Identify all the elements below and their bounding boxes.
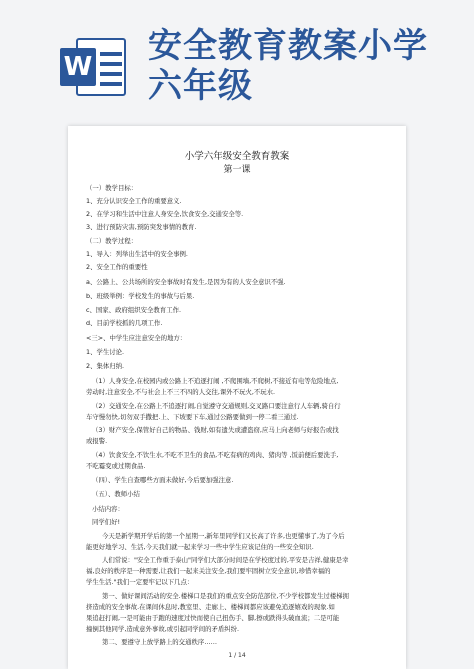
document-line: 小结内容： [92, 505, 124, 513]
document-line: （五）、教师小结 [92, 490, 140, 498]
document-line: 人们常说："安全工作重于泰山"同学们大部分时间是在学校度过的,平安是吉祥,健康是幸 [102, 556, 349, 564]
document-line: （四）、学生自查哪些方面未做好,今后要加强注意. [92, 476, 234, 484]
banner-title [148, 26, 428, 106]
document-line: 福,良好的秩序是一种需要,让我们一起来关注安全,我们要牢固树立安全意识,珍惜幸福的 [86, 567, 331, 575]
document-line: （二）教学过程： [86, 237, 138, 245]
banner-title-line-1: 安全教育教案小学 [148, 26, 428, 66]
document-line: 学生生活."我们一定要牢记以下几点： [86, 578, 194, 586]
document-line: 2、在学习和生活中注意人身安全,饮食安全,交通安全等. [86, 210, 244, 218]
document-line: 或报警. [86, 437, 108, 445]
document-line: 车守慢勿快,切勿双手撒把.上、下坡要下车,通过公路要做到一停二看三通过. [86, 413, 299, 421]
document-line: 撞倒其他同学,造成意外事故,或引起同学间的矛盾纠纷. [86, 625, 240, 633]
document-line: 今天是新学期开学后的第一个星期一,新年里同学们又长高了许多,也更懂事了,为了今后 [102, 532, 345, 540]
document-line: （1）人身安全,在校园内或公路上不追逐打闹 ,不爬围墙,不爬树,不接近有电等危险地点, [92, 377, 339, 385]
document-title: 小学六年级安全教育教案 [184, 151, 290, 162]
banner-title-line-2: 六年级 [148, 66, 253, 106]
document-line: d、目前学校抓的几项工作. [86, 319, 163, 327]
document-line: 2、集体归纳. [86, 362, 125, 370]
document-line: 果追赶打闹,一是可能由于跑的速度过快而使自己扭伤手、脚,擦或跌得头破血流；二是可能 [86, 614, 340, 622]
document-line: （3）财产安全,保管好自己的物品、钱财,如有遗失或遭盗窃,应马上向老师与好报告或找 [92, 426, 339, 434]
document-line: 同学们好! [92, 518, 121, 526]
document-line: （一）教学目标： [86, 184, 138, 192]
banner [0, 0, 474, 122]
document-line: b、班级举例：学校发生的事故与后果. [86, 292, 195, 300]
document-line: 1、充分认识安全工作的重要意义. [86, 197, 182, 205]
document-line: <三>、中学生应注意安全的地方： [86, 334, 187, 342]
document-subtitle: 第一课 [223, 165, 251, 175]
document-line: 劳动时,注意安全,不与社会上不三不四的人交往,课外不玩火,不玩水. [86, 388, 276, 396]
document-line: 第一、做好课间活动的安全.楼梯口是我们的重点安全防范部位,不少学校都发生过楼梯拥 [102, 592, 349, 600]
word-logo-tile: W [60, 48, 96, 86]
document-line: 能更好地学习、生活,今天我们就一起来学习一些中学生应该记住的一些安全知识. [86, 543, 314, 551]
document-line: c、国家、政府组织安全教育工作. [86, 306, 182, 314]
document-line: 不吃霉变或过期食品. [86, 462, 146, 470]
document-line: 1、学生讨论. [86, 348, 125, 356]
document-line: 3、进行预防灾害,预防突发事情的教育. [86, 223, 197, 231]
document-line: 挤造成的安全事故.在课间休息时,教室里、走廊上、楼梯间都应该避免追逐嬉戏的现象.如 [86, 603, 335, 611]
document-line: 第二、要遵守上放学路上的交通秩序…… [102, 638, 218, 646]
word-document-icon [60, 38, 126, 96]
document-line: 1、导入：列举出生活中的安全事例. [86, 250, 188, 258]
document-line: a、公路上、公共场所的安全事故时有发生,是因为有的人安全意识不强. [86, 278, 286, 286]
document-line: 2、安全工作的重要性 [86, 263, 148, 271]
page-number: 1 / 14 [228, 652, 246, 659]
document-line: （2）交通安全,在公路上不追逐打闹,自觉遵守交通规则,交叉路口要注意行人车辆,骑自行 [92, 402, 341, 410]
document-page [68, 126, 406, 669]
document-line: （4）饮食安全,不饮生水,不吃不卫生的食品,不吃有病的鸡肉、猪肉等 ,饭前便后要洗手, [92, 451, 339, 459]
